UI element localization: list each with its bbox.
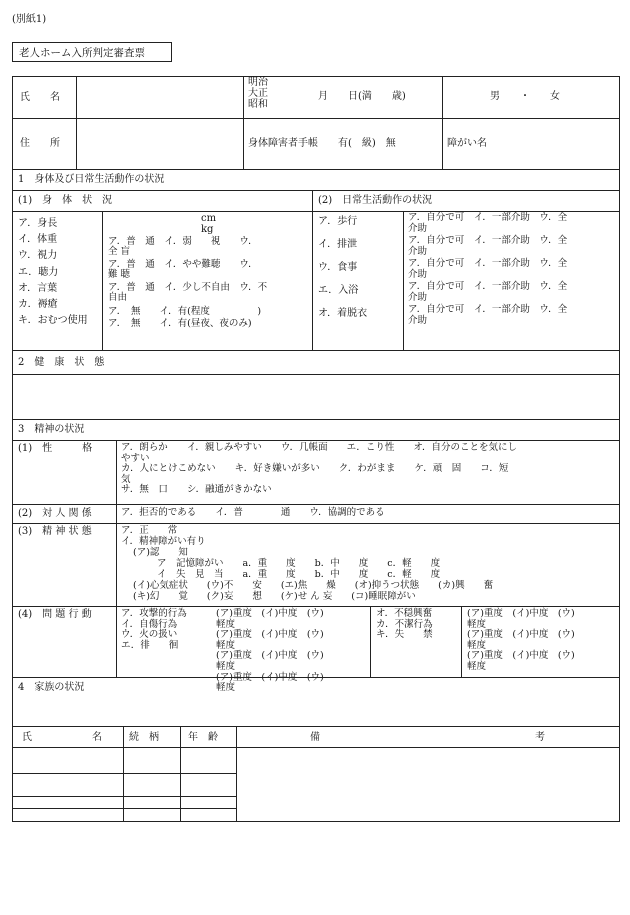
speech-options-cont: 自由 <box>108 292 128 303</box>
family-col-age: 年 齢 <box>188 732 218 743</box>
era-meiji: 明治 <box>248 77 268 88</box>
adl-walk-options <box>408 213 567 234</box>
divider <box>102 211 103 350</box>
mental-memory: ア 記憶障がい a．重 度 b．中 度 c．軽 度 <box>157 558 441 569</box>
body-item: カ．褥瘡 <box>18 299 58 311</box>
personality-line: ア．朗らか イ．親しみやすい ウ．几帳面 エ．こり性 オ．自分のことを気にし <box>121 442 518 453</box>
section4-title: 4 家族の状況 <box>18 682 85 693</box>
era-taisho: 大正 <box>248 88 268 99</box>
adl-item: ア．歩行 <box>318 216 358 227</box>
behavior-item: ウ．火の扱い <box>121 629 178 641</box>
family-col-relation: 続 柄 <box>129 732 159 743</box>
divider <box>12 118 620 119</box>
severity-line: 軽度 <box>467 660 487 672</box>
severity-line: (ア)重度 (イ)中度 (ウ) <box>216 608 324 619</box>
severity-line: (ア)重度 (イ)中度 (ウ) <box>216 671 324 683</box>
mental-symptoms: (イ)心気症状 (ウ)不 安 (エ)焦 燥 (オ)抑うつ状態 (カ)興 奮 <box>133 580 494 591</box>
divider <box>403 211 404 350</box>
personality-options <box>121 443 517 496</box>
disability-name-label: 障がい名 <box>447 138 487 149</box>
adl-option-line: ア．自分で可 イ．一部介助 ウ．全 <box>408 304 568 315</box>
divider <box>12 606 620 607</box>
mental-orientation: イ 失 見 当 a．重 度 b．中 度 c．軽 度 <box>157 569 441 580</box>
adl-toilet-options <box>408 236 567 257</box>
form-title-box <box>12 42 172 62</box>
mental-symptoms-cont: (キ)幻 覚 (ク)妄 想 (ケ)せ ん 妄 (コ)睡眠障がい <box>133 591 416 602</box>
sex-field: 男 ・ 女 <box>490 91 560 102</box>
divider <box>12 504 620 505</box>
family-col-remarks: 備 <box>310 732 320 743</box>
severity-line: 軽度 <box>467 639 487 651</box>
severity-line: 軽度 <box>216 639 236 651</box>
severity-line: 軽度 <box>467 618 487 630</box>
section3-title: 3 精神の状況 <box>18 424 85 435</box>
form-title: 老人ホーム入所判定審査票 <box>19 47 145 59</box>
behavior-item: キ．失 禁 <box>376 629 433 641</box>
adl-option-line: ア．自分で可 イ．一部介助 ウ．全 <box>408 258 568 269</box>
era-showa: 昭和 <box>248 99 268 110</box>
birth-date: 月 日(満 歳) <box>318 91 406 102</box>
speech-options: ア．普 通 イ．少し不自由 ウ．不 <box>108 282 268 293</box>
severity-line: (ア)重度 (イ)中度 (ウ) <box>467 650 575 662</box>
personality-line: サ．無 口 シ．融通がきかない <box>121 484 272 496</box>
section2-title: 2 健 康 状 態 <box>18 357 105 368</box>
adl-option-line: ア．自分で可 イ．一部介助 ウ．全 <box>408 235 568 246</box>
mental-normal: ア．正 常 <box>121 525 178 536</box>
divider <box>236 726 237 822</box>
family-col-name: 氏 名 <box>22 732 102 743</box>
adl-option-line: 介助 <box>408 245 428 257</box>
divider <box>243 76 244 169</box>
relations-label: (2) 対 人 関 係 <box>18 508 92 519</box>
divider <box>12 726 620 727</box>
behavior-severity-right <box>467 609 575 673</box>
behavior-severity-left <box>216 609 324 694</box>
severity-line: (ア)重度 (イ)中度 (ウ) <box>467 629 575 641</box>
behavior-item: カ．不潔行為 <box>376 618 433 630</box>
adl-bath-options <box>408 282 567 303</box>
hearing-options: ア．普 通 イ．やや難聴 ウ． <box>108 259 258 270</box>
mental-disorder: イ．精神障がい有り <box>121 536 206 547</box>
severity-line: (ア)重度 (イ)中度 (ウ) <box>467 608 575 619</box>
adl-title: (2) 日常生活動作の状況 <box>318 195 433 206</box>
divider <box>12 374 620 375</box>
personality-label: (1) 性 格 <box>18 443 93 454</box>
adl-dressing-options <box>408 305 567 326</box>
family-row-line <box>12 773 236 774</box>
mental-state-label: (3) 精 神 状 態 <box>18 526 92 537</box>
severity-line: 軽度 <box>216 682 236 694</box>
personality-line: やすい <box>121 452 150 464</box>
divider <box>116 440 117 677</box>
behavior-list-left <box>121 609 187 651</box>
body-item-list <box>18 216 88 329</box>
adl-option-line: ア．自分で可 イ．一部介助 ウ．全 <box>408 212 568 223</box>
mental-cognition: (ア)認 知 <box>133 547 188 558</box>
adl-item: エ．入浴 <box>318 285 359 296</box>
adl-option-line: 介助 <box>408 314 428 326</box>
body-item: ウ．視力 <box>18 250 58 262</box>
family-row-line <box>12 796 236 797</box>
vision-options: ア．普 通 イ．弱 視 ウ． <box>108 236 258 247</box>
divider <box>370 606 371 677</box>
body-status-title: (1) 身 体 状 況 <box>18 195 113 206</box>
divider <box>12 190 620 191</box>
weight-unit: kg <box>201 224 214 235</box>
divider <box>12 523 620 524</box>
divider <box>12 419 620 420</box>
divider <box>12 677 620 678</box>
name-label: 氏 名 <box>20 92 60 103</box>
severity-line: (ア)重度 (イ)中度 (ウ) <box>216 629 324 641</box>
adl-item: オ．着脱衣 <box>318 308 368 319</box>
divider <box>12 747 620 748</box>
adl-item: イ．排泄 <box>318 239 358 250</box>
family-row-line <box>12 808 236 809</box>
attachment-label: (別紙1) <box>12 14 47 25</box>
diaper-options: ア． 無 イ．有(昼夜、夜のみ) <box>108 318 252 329</box>
vision-options-cont: 全 盲 <box>108 246 131 257</box>
severity-line: (ア)重度 (イ)中度 (ウ) <box>216 650 324 662</box>
relations-options: ア．拒否的である イ．普 通 ウ．協調的である <box>121 507 385 518</box>
body-item: イ．体重 <box>18 234 58 246</box>
divider <box>12 169 620 170</box>
divider <box>76 76 77 169</box>
divider <box>312 190 313 350</box>
bedsore-options: ア． 無 イ．有(程度 ) <box>108 306 262 317</box>
adl-item: ウ．食事 <box>318 262 358 273</box>
behavior-item: イ．自傷行為 <box>121 618 178 630</box>
body-item: エ．聴力 <box>18 266 59 278</box>
personality-line: カ．人にとけこめない キ．好き嫌いが多い ク．わがまま ケ．頑 固 コ．短 <box>121 463 509 475</box>
adl-option-line: 介助 <box>408 268 428 280</box>
severity-line: 軽度 <box>216 618 236 630</box>
body-item: オ．言葉 <box>18 282 58 294</box>
section1-title: 1 身体及び日常生活動作の状況 <box>18 174 165 185</box>
personality-line: 気 <box>121 473 131 485</box>
hearing-options-cont: 難 聴 <box>108 269 131 280</box>
problem-behavior-label: (4) 問 題 行 動 <box>18 609 92 620</box>
severity-line: 軽度 <box>216 660 236 672</box>
address-label: 住 所 <box>20 138 60 149</box>
divider <box>12 440 620 441</box>
behavior-item: ア．攻撃的行為 <box>121 608 187 619</box>
height-unit: cm <box>201 213 217 224</box>
body-item: ア．身長 <box>18 218 58 229</box>
adl-meal-options <box>408 259 567 280</box>
divider <box>461 606 462 677</box>
adl-option-line: 介助 <box>408 291 428 303</box>
adl-option-line: 介助 <box>408 222 428 234</box>
behavior-list-mid <box>376 609 433 641</box>
behavior-item: オ．不穏興奮 <box>376 608 433 619</box>
divider <box>12 350 620 351</box>
divider <box>442 76 443 169</box>
disability-handbook: 身体障害者手帳 有( 級) 無 <box>248 138 396 149</box>
body-item: キ．おむつ使用 <box>18 315 88 327</box>
behavior-item: エ．徘 徊 <box>121 639 179 651</box>
family-col-remarks-end: 考 <box>535 732 545 743</box>
adl-option-line: ア．自分で可 イ．一部介助 ウ．全 <box>408 281 568 292</box>
